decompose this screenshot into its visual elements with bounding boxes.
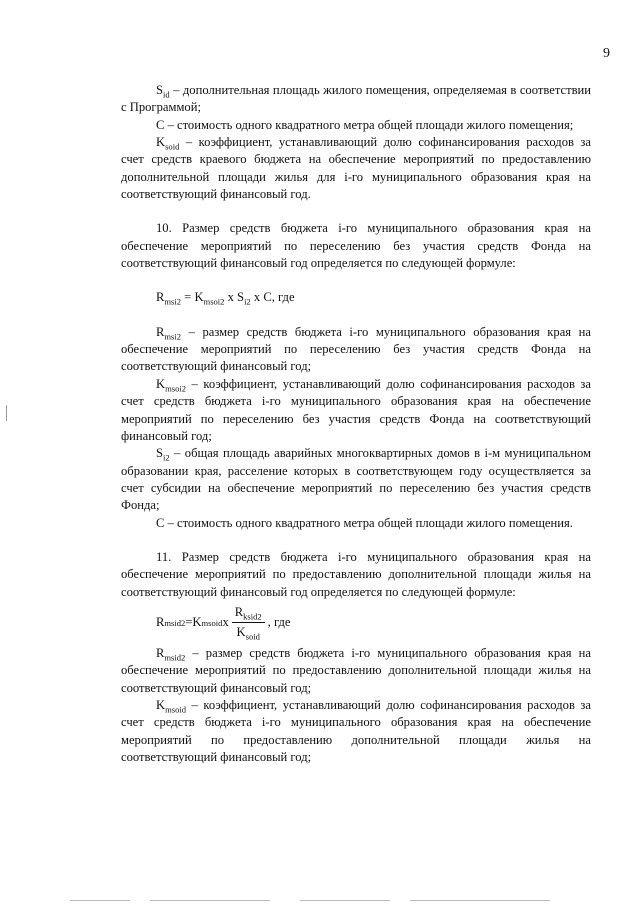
definition-s-id [121,82,591,117]
definition-text: – дополнительная площадь жилого помещения, определяемая в соответствии с Программой; [121,83,591,115]
definition-c [121,117,591,134]
symbol: K [156,135,166,150]
formula-symbol: K [194,290,204,305]
symbol: R [156,324,165,339]
formula-subscript: i2 [244,296,251,307]
formula-symbol: R [156,290,165,305]
paragraph-text: 11. Размер средств бюджета i-го муниципального образования края на обеспечение мероприятий по предоставлению дополнительной площади жилья на соответствующий финансовый год определяется по следующей формуле: [121,549,591,599]
formula-symbol: R [234,605,244,620]
document-body [121,82,591,766]
formula-operator: x [224,290,238,305]
scan-bottom-marks [0,895,640,905]
definition-text: С – стоимость одного квадратного метра общей площади жилого помещения. [156,515,573,530]
subscript: id [163,89,170,100]
formula-symbol: K [236,625,246,640]
fraction-denominator [234,623,263,641]
definition-text: – коэффициент, устанавливающий долю софинансирования расходов за счет средств бюджета i-го муниципального образования края на обеспечение мероприятий по переселению без участия средств Фонда на соответствующий финансовый год; [121,376,591,443]
page-number: 9 [603,46,610,61]
symbol: R [156,645,165,660]
symbol: K [156,697,166,712]
section-11-paragraph [121,549,591,601]
definition-text: – коэффициент, устанавливающий долю софинансирования расходов за счет средств бюджета i-го муниципального образования края на обеспечение мероприятий по предоставлению дополнительной площади жилья на соответствующий финансовый год; [121,697,591,764]
definition-text: – коэффициент, устанавливающий долю софинансирования расходов за счет средств краевого бюджета на обеспечение мероприятий по предоставлению дополнительной площади жилья для i-го муниципального образования края на соответствующий финансовый год. [121,135,591,202]
definition-k-msoi2 [121,376,591,445]
section-10-paragraph [121,220,591,272]
fraction-numerator [232,604,265,623]
formula-fraction [232,604,265,642]
symbol: S [156,83,164,97]
subscript: i2 [163,452,170,463]
definition-k-soid [121,134,591,203]
subscript: msoid [165,704,187,715]
formula-tail: x C, где [250,290,295,305]
subscript: msi2 [164,331,182,342]
paragraph-text: 10. Размер средств бюджета i-го муниципального образования края на обеспечение мероприятий по переселению без участия средств Фонда на соответствующий финансовый год определяется по следующей формуле: [121,221,591,271]
subscript: soid [165,141,180,152]
formula-subscript: msi2 [164,296,182,307]
scan-margin-mark [6,405,7,421]
formula-operator: = [181,290,195,305]
definition-text: – общая площадь аварийных многоквартирных домов в i-м муниципальном образовании края, расселение которых в соответствующем году осуществляется за счет субсидии на обеспечение мероприятий по переселению без участия средств Фонда; [121,446,591,513]
formula-symbol: S [237,290,245,305]
definition-c-2 [121,515,591,532]
definition-r-msid2 [121,645,591,697]
symbol: K [156,376,166,391]
formula-symbol: R [156,615,165,630]
formula-symbol: K [192,615,202,630]
formula-1 [121,289,591,306]
definition-text: – размер средств бюджета i-го муниципального образования края на обеспечение мероприятий по переселению без участия средств Фонда на соответствующий финансовый год; [121,324,591,374]
formula-subscript: ksid2 [243,611,262,622]
definition-r-msi2 [121,324,591,376]
definition-text: С – стоимость одного квадратного метра общей площади жилого помещения; [156,117,574,132]
subscript: msid2 [164,652,186,663]
symbol: S [156,446,164,461]
formula-tail: , где [267,615,291,630]
definition-s-i2 [121,445,591,514]
definition-k-msoid [121,697,591,766]
formula-subscript: msoi2 [203,296,225,307]
subscript: msoi2 [165,383,187,394]
formula-operator: x [222,615,229,630]
formula-2: R msid2 = K msoid x $\frac{R_{ksid2}}{K_{soid}}$ , где [156,605,291,642]
formula-subscript: soid [245,631,260,642]
formula-operator: = [185,615,193,630]
definition-text: – размер средств бюджета i-го муниципального образования края на обеспечение мероприятий по предоставлению дополнительной площади жилья на соответствующий финансовый год; [121,645,591,695]
